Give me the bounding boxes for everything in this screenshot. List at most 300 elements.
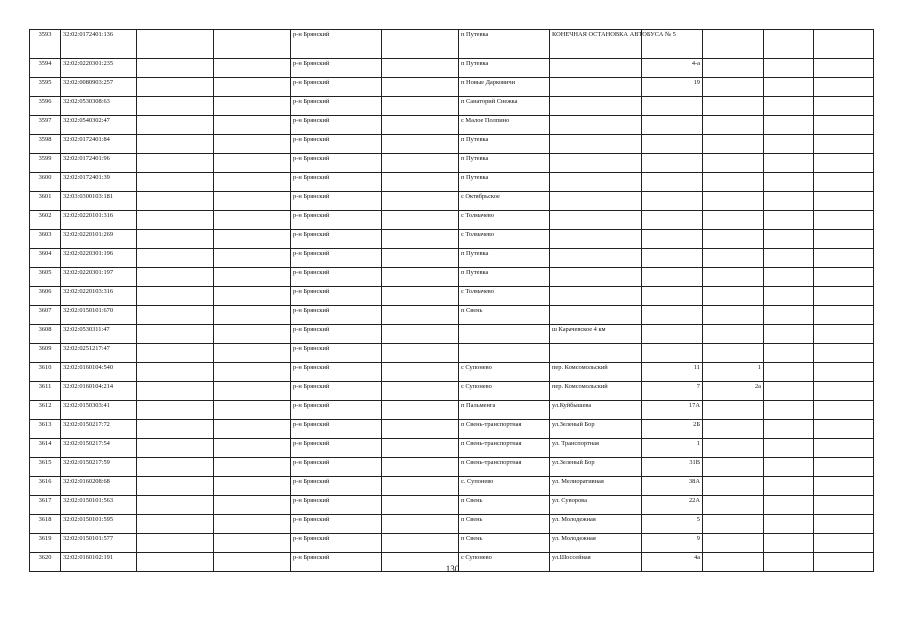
cell-empty: [764, 420, 814, 439]
table-row: [30, 515, 874, 534]
cell-locality: п Свень-транспортная: [459, 458, 550, 477]
cell-empty: [137, 30, 214, 59]
cell-building: [703, 230, 764, 249]
table-row: [30, 534, 874, 553]
table-row: [30, 401, 874, 420]
cell-record-number: 3619: [30, 534, 61, 553]
cell-empty: [214, 249, 291, 268]
cell-cadastral-number: 32:02:0220101:316: [61, 211, 137, 230]
cell-cadastral-number: 32:02:0150303:41: [61, 401, 137, 420]
cell-house: [642, 116, 703, 135]
cell-locality: с Октябрьское: [459, 192, 550, 211]
cell-empty: [137, 420, 214, 439]
cell-locality: п Новые Дарковичи: [459, 78, 550, 97]
cell-empty: [382, 382, 459, 401]
cell-street: [550, 230, 642, 249]
cell-record-number: 3610: [30, 363, 61, 382]
cell-record-number: 3614: [30, 439, 61, 458]
cell-street: ул.Зеленый Бор: [550, 420, 642, 439]
cell-empty: [214, 306, 291, 325]
cell-record-number: 3600: [30, 173, 61, 192]
cell-empty: [764, 230, 814, 249]
cell-empty: [214, 420, 291, 439]
cell-building: [703, 401, 764, 420]
cell-empty: [137, 477, 214, 496]
cell-building: [703, 439, 764, 458]
cell-street: пер. Комсомольский: [550, 363, 642, 382]
cell-house: 22А: [642, 496, 703, 515]
cell-district: р-н Брянский: [291, 287, 382, 306]
table-row: [30, 306, 874, 325]
cell-empty: [764, 78, 814, 97]
cell-building: [703, 173, 764, 192]
cell-building: [703, 420, 764, 439]
cell-house: 31В: [642, 458, 703, 477]
cell-empty: [214, 477, 291, 496]
table-row: [30, 249, 874, 268]
cell-street: ш Карачевское 4 км: [550, 325, 642, 344]
cell-cadastral-number: 32:02:0150217:54: [61, 439, 137, 458]
cell-empty: [382, 249, 459, 268]
cell-street: [550, 116, 642, 135]
cell-street: [550, 268, 642, 287]
cell-building: [703, 116, 764, 135]
cell-empty: [214, 78, 291, 97]
cell-district: р-н Брянский: [291, 211, 382, 230]
cell-building: [703, 154, 764, 173]
cell-empty: [814, 496, 874, 515]
cell-empty: [382, 496, 459, 515]
table-row: [30, 382, 874, 401]
cell-house: [642, 154, 703, 173]
cell-record-number: 3616: [30, 477, 61, 496]
cell-empty: [764, 477, 814, 496]
cell-district: р-н Брянский: [291, 553, 382, 572]
cell-empty: [764, 439, 814, 458]
cell-empty: [764, 401, 814, 420]
cell-record-number: 3604: [30, 249, 61, 268]
table-row: [30, 230, 874, 249]
cell-cadastral-number: 32:02:0220301:197: [61, 268, 137, 287]
cell-empty: [814, 515, 874, 534]
cell-locality: с. Супонево: [459, 477, 550, 496]
cell-building: [703, 135, 764, 154]
cell-locality: п Путевка: [459, 173, 550, 192]
table-row: [30, 192, 874, 211]
cell-empty: [214, 135, 291, 154]
cell-empty: [764, 344, 814, 363]
cell-locality: с Супонево: [459, 382, 550, 401]
cell-cadastral-number: 32:02:0150101:577: [61, 534, 137, 553]
cell-district: р-н Брянский: [291, 325, 382, 344]
cell-empty: [814, 192, 874, 211]
cell-cadastral-number: 32:02:0150101:595: [61, 515, 137, 534]
table-row: [30, 268, 874, 287]
cell-district: р-н Брянский: [291, 382, 382, 401]
cell-record-number: 3615: [30, 458, 61, 477]
cell-empty: [214, 287, 291, 306]
cell-empty: [382, 192, 459, 211]
cell-district: р-н Брянский: [291, 230, 382, 249]
cell-empty: [214, 30, 291, 59]
cell-street: [550, 97, 642, 116]
cell-locality: п Свень-транспортная: [459, 420, 550, 439]
cell-empty: [137, 59, 214, 78]
cell-empty: [214, 268, 291, 287]
cell-record-number: 3606: [30, 287, 61, 306]
cell-empty: [764, 211, 814, 230]
cell-empty: [214, 439, 291, 458]
cell-empty: [764, 135, 814, 154]
cell-street: [550, 59, 642, 78]
cell-empty: [764, 173, 814, 192]
cell-empty: [764, 534, 814, 553]
cell-locality: п Пальменга: [459, 401, 550, 420]
cell-empty: [814, 268, 874, 287]
cell-empty: [137, 211, 214, 230]
cell-cadastral-number: 32:02:0220301:235: [61, 59, 137, 78]
cell-street: ул. Молодежная: [550, 534, 642, 553]
cell-empty: [137, 515, 214, 534]
cell-street: [550, 306, 642, 325]
cell-house: [642, 249, 703, 268]
cell-district: р-н Брянский: [291, 534, 382, 553]
cell-house: 7: [642, 382, 703, 401]
cell-empty: [382, 306, 459, 325]
cell-locality: с Супонево: [459, 553, 550, 572]
cell-empty: [214, 173, 291, 192]
cell-empty: [382, 173, 459, 192]
cell-street: ул. Суворова: [550, 496, 642, 515]
cell-street: ул. Молодежная: [550, 515, 642, 534]
cell-cadastral-number: 32:02:0172401:96: [61, 154, 137, 173]
cell-empty: [137, 363, 214, 382]
cell-empty: [137, 78, 214, 97]
cell-empty: [814, 401, 874, 420]
cell-record-number: 3601: [30, 192, 61, 211]
cell-empty: [814, 363, 874, 382]
cell-street: ул.Зеленый Бор: [550, 458, 642, 477]
cell-house: [642, 97, 703, 116]
cell-street: ул.Куйбышева: [550, 401, 642, 420]
cell-empty: [214, 192, 291, 211]
cell-empty: [382, 325, 459, 344]
cell-empty: [214, 230, 291, 249]
cell-house: 4-а: [642, 59, 703, 78]
cell-cadastral-number: 32:03:0300103:181: [61, 192, 137, 211]
cell-empty: [764, 268, 814, 287]
cell-empty: [764, 287, 814, 306]
cell-district: р-н Брянский: [291, 30, 382, 59]
cell-house: [642, 344, 703, 363]
cell-locality: п Санаторий Снежка: [459, 97, 550, 116]
cell-empty: [137, 192, 214, 211]
cell-cadastral-number: 32:02:0160102:191: [61, 553, 137, 572]
cell-locality: с Толмачево: [459, 230, 550, 249]
cell-empty: [137, 458, 214, 477]
cell-empty: [382, 363, 459, 382]
table-row: [30, 477, 874, 496]
cell-empty: [382, 30, 459, 59]
cell-empty: [214, 116, 291, 135]
cell-empty: [214, 496, 291, 515]
cell-empty: [814, 420, 874, 439]
cell-record-number: 3609: [30, 344, 61, 363]
cell-empty: [382, 211, 459, 230]
registry-body: [30, 30, 874, 572]
cell-locality: п Путевка: [459, 30, 550, 59]
cell-empty: [382, 477, 459, 496]
cell-empty: [214, 154, 291, 173]
cell-house: [642, 192, 703, 211]
cell-empty: [137, 496, 214, 515]
cell-empty: [214, 515, 291, 534]
cell-empty: [214, 534, 291, 553]
cell-empty: [764, 59, 814, 78]
cell-house: [642, 211, 703, 230]
cell-cadastral-number: 32:02:0150217:59: [61, 458, 137, 477]
cell-district: р-н Брянский: [291, 420, 382, 439]
cell-empty: [382, 287, 459, 306]
cell-empty: [764, 306, 814, 325]
cell-district: р-н Брянский: [291, 363, 382, 382]
cell-record-number: 3595: [30, 78, 61, 97]
cell-building: [703, 515, 764, 534]
cell-empty: [214, 458, 291, 477]
cell-building: [703, 97, 764, 116]
cell-empty: [214, 325, 291, 344]
cell-locality: п Путевка: [459, 59, 550, 78]
cell-building: [703, 192, 764, 211]
cell-district: р-н Брянский: [291, 515, 382, 534]
cell-district: р-н Брянский: [291, 439, 382, 458]
cell-house: [642, 325, 703, 344]
cell-house: [642, 135, 703, 154]
cell-empty: [814, 534, 874, 553]
table-row: [30, 420, 874, 439]
cell-house: [642, 173, 703, 192]
cell-district: р-н Брянский: [291, 249, 382, 268]
cell-cadastral-number: 32:02:0540302:47: [61, 116, 137, 135]
table-row: [30, 496, 874, 515]
cell-locality: п Путевка: [459, 249, 550, 268]
cell-record-number: 3597: [30, 116, 61, 135]
cell-empty: [814, 173, 874, 192]
cell-empty: [214, 382, 291, 401]
cell-empty: [137, 230, 214, 249]
cell-empty: [382, 344, 459, 363]
cell-cadastral-number: 32:02:0150101:563: [61, 496, 137, 515]
cell-empty: [814, 306, 874, 325]
cell-empty: [137, 325, 214, 344]
cell-district: р-н Брянский: [291, 78, 382, 97]
cell-cadastral-number: 32:02:0160104:540: [61, 363, 137, 382]
cell-district: р-н Брянский: [291, 268, 382, 287]
cell-empty: [814, 78, 874, 97]
cell-cadastral-number: 32:02:0172401:84: [61, 135, 137, 154]
cell-empty: [137, 382, 214, 401]
cell-district: р-н Брянский: [291, 116, 382, 135]
cell-empty: [214, 97, 291, 116]
cell-empty: [764, 458, 814, 477]
cell-cadastral-number: 32:02:0172401:39: [61, 173, 137, 192]
cell-empty: [137, 173, 214, 192]
cell-empty: [382, 230, 459, 249]
cell-empty: [764, 515, 814, 534]
cell-building: [703, 249, 764, 268]
cell-empty: [814, 477, 874, 496]
cell-house: 11: [642, 363, 703, 382]
cell-empty: [382, 534, 459, 553]
cell-street: ул. Мелиоративная: [550, 477, 642, 496]
cell-building: [703, 287, 764, 306]
cell-empty: [382, 78, 459, 97]
table-row: [30, 30, 874, 59]
cell-building: [703, 458, 764, 477]
cell-empty: [382, 154, 459, 173]
cell-locality: с Малое Полпино: [459, 116, 550, 135]
cell-empty: [764, 192, 814, 211]
cell-empty: [764, 116, 814, 135]
cell-empty: [382, 268, 459, 287]
cell-house: 17А: [642, 401, 703, 420]
table-row: [30, 363, 874, 382]
cell-street: [550, 249, 642, 268]
cell-locality: [459, 325, 550, 344]
cell-empty: [814, 439, 874, 458]
cell-empty: [214, 211, 291, 230]
cell-empty: [137, 344, 214, 363]
cell-street: [550, 192, 642, 211]
cell-cadastral-number: 32:02:0251217:47: [61, 344, 137, 363]
table-row: [30, 154, 874, 173]
cell-record-number: 3611: [30, 382, 61, 401]
cell-district: р-н Брянский: [291, 306, 382, 325]
cell-street: ул. Транспортная: [550, 439, 642, 458]
table-row: [30, 135, 874, 154]
cell-empty: [382, 135, 459, 154]
cell-district: р-н Брянский: [291, 135, 382, 154]
cell-record-number: 3620: [30, 553, 61, 572]
cell-street: [550, 154, 642, 173]
cell-record-number: 3596: [30, 97, 61, 116]
cell-empty: [382, 401, 459, 420]
cell-record-number: 3593: [30, 30, 61, 59]
cell-building: [703, 30, 764, 59]
cell-cadastral-number: 32:02:0150217:72: [61, 420, 137, 439]
cell-district: р-н Брянский: [291, 192, 382, 211]
cell-cadastral-number: 32:02:0530308:63: [61, 97, 137, 116]
cell-empty: [137, 287, 214, 306]
cell-locality: п Свень: [459, 534, 550, 553]
cell-record-number: 3608: [30, 325, 61, 344]
cell-record-number: 3599: [30, 154, 61, 173]
cell-empty: [814, 135, 874, 154]
cell-empty: [214, 363, 291, 382]
cell-empty: [814, 382, 874, 401]
cell-empty: [382, 439, 459, 458]
cell-house: [642, 287, 703, 306]
registry-table: [29, 29, 874, 572]
cell-cadastral-number: 32:02:0172401:136: [61, 30, 137, 59]
cell-district: р-н Брянский: [291, 496, 382, 515]
table-row: [30, 116, 874, 135]
cell-empty: [814, 230, 874, 249]
cell-empty: [382, 97, 459, 116]
cell-street: [550, 211, 642, 230]
cell-empty: [382, 116, 459, 135]
cell-street: [550, 135, 642, 154]
cell-house: 1: [642, 439, 703, 458]
table-row: [30, 211, 874, 230]
cell-empty: [814, 30, 874, 59]
cell-locality: п Путевка: [459, 135, 550, 154]
cell-locality: п Свень: [459, 306, 550, 325]
cell-house: 19: [642, 78, 703, 97]
cell-cadastral-number: 32:02:0160104:214: [61, 382, 137, 401]
cell-empty: [137, 97, 214, 116]
cell-building: 1: [703, 363, 764, 382]
cell-street: [550, 78, 642, 97]
cell-house: 9: [642, 534, 703, 553]
cell-house: [642, 268, 703, 287]
cell-cadastral-number: 32:02:0150101:670: [61, 306, 137, 325]
table-row: [30, 325, 874, 344]
cell-empty: [814, 59, 874, 78]
cell-empty: [214, 401, 291, 420]
cell-record-number: 3618: [30, 515, 61, 534]
cell-building: [703, 496, 764, 515]
cell-empty: [137, 249, 214, 268]
cell-building: [703, 306, 764, 325]
cell-house: 38А: [642, 477, 703, 496]
cell-building: [703, 325, 764, 344]
cell-street: пер. Комсомольский: [550, 382, 642, 401]
cell-empty: [814, 249, 874, 268]
cell-building: [703, 268, 764, 287]
cell-locality: п Свень: [459, 515, 550, 534]
cell-locality: п Путевка: [459, 154, 550, 173]
cell-building: [703, 211, 764, 230]
cell-record-number: 3602: [30, 211, 61, 230]
cell-district: р-н Брянский: [291, 344, 382, 363]
table-row: [30, 439, 874, 458]
cell-empty: [814, 97, 874, 116]
cell-district: р-н Брянский: [291, 401, 382, 420]
cell-empty: [764, 496, 814, 515]
cell-locality: п Свень: [459, 496, 550, 515]
cell-empty: [814, 116, 874, 135]
cell-house: 2Б: [642, 420, 703, 439]
cell-empty: [382, 458, 459, 477]
cell-building: 2а: [703, 382, 764, 401]
cell-street: ул.Шоссейная: [550, 553, 642, 572]
cell-empty: [814, 458, 874, 477]
cell-empty: [764, 97, 814, 116]
cell-street: [550, 344, 642, 363]
cell-note: КОНЕЧНАЯ ОСТАНОВКА АВТОБУСА № 5: [550, 30, 642, 59]
cell-district: р-н Брянский: [291, 458, 382, 477]
cell-empty: [382, 515, 459, 534]
cell-empty: [764, 382, 814, 401]
cell-empty: [137, 268, 214, 287]
cell-empty: [764, 154, 814, 173]
cell-empty: [764, 249, 814, 268]
cell-district: р-н Брянский: [291, 477, 382, 496]
cell-empty: [137, 135, 214, 154]
cell-district: р-н Брянский: [291, 154, 382, 173]
cell-house: 4а: [642, 553, 703, 572]
